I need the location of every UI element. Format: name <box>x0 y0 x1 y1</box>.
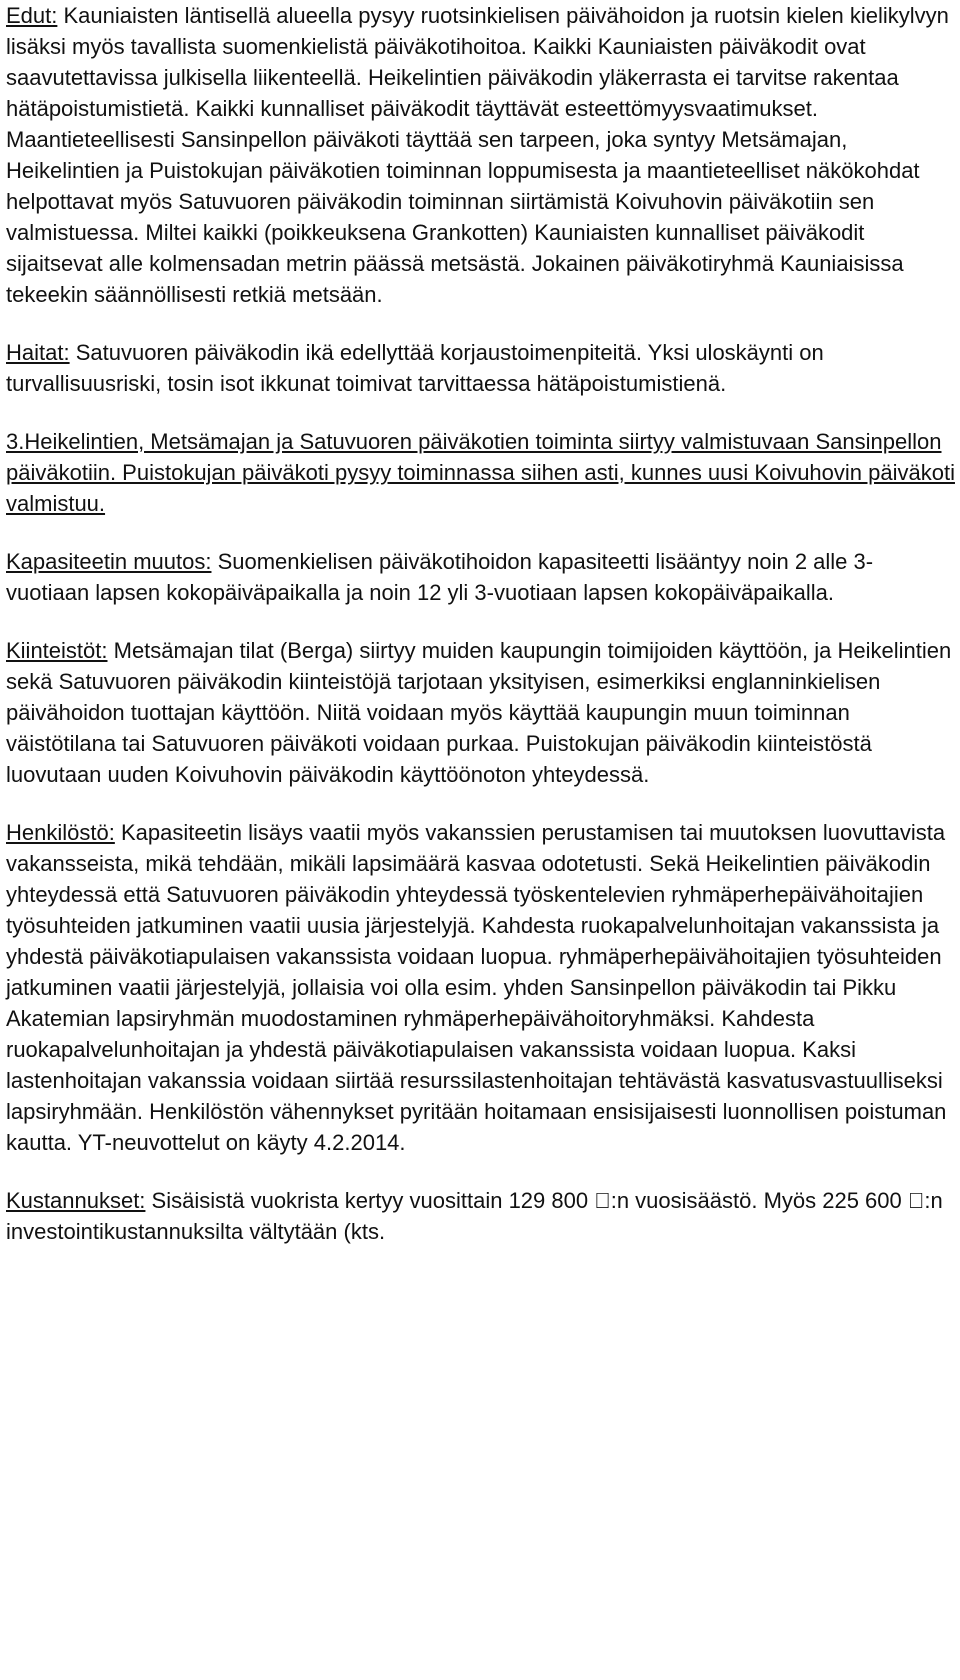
heading-haitat: Haitat: <box>6 340 70 365</box>
text-option-3: 3.Heikelintien, Metsämajan ja Satuvuoren päiväkotien toiminta siirtyy valmistuvaan Sansinpellon päiväkotiin. Puistokujan päiväkoti pysyy toiminnassa siihen asti, kunnes uusi Koivuhovin päiväkoti valmistuu. <box>6 429 955 516</box>
paragraph-gap <box>6 519 956 546</box>
text-edut: Kauniaisten läntisellä alueella pysyy ruotsinkielisen päivähoidon ja ruotsin kielen kielikylvyn lisäksi myös tavallista suomenkielistä päiväkotihoitoa. Kaikki Kauniaisten päiväkodit ovat saavutettavissa julkisella liikenteellä. Heikelintien päiväkodin yläkerrasta ei tarvitse rakentaa hätäpoistumistietä. Kaikki kunnalliset päiväkodit täyttävät esteettömyysvaatimukset. Maantieteellisesti Sansinpellon päiväkoti täyttää sen tarpeen, joka syntyy Metsämajan, Heikelintien ja Puistokujan päiväkotien toiminnan loppumisesta ja maantieteelliset näkökohdat helpottavat myös Satuvuoren päiväkodin toiminnan siirtämistä Koivuhovin päiväkotiin sen valmistuessa. Miltei kaikki (poikkeuksena Grankotten) Kauniaisten kunnalliset päiväkodit sijaitsevat alle kolmensadan metrin päässä metsästä. Jokainen päiväkotiryhmä Kauniaisissa tekeekin säännöllisesti retkiä metsään. <box>6 3 949 307</box>
heading-kiinteistot: Kiinteistöt: <box>6 638 108 663</box>
paragraph-gap <box>6 399 956 426</box>
paragraph-gap <box>6 790 956 817</box>
paragraph-kapasiteetti <box>6 546 956 608</box>
text-haitat: Satuvuoren päiväkodin ikä edellyttää korjaustoimenpiteitä. Yksi uloskäynti on turvallisuusriski, tosin isot ikkunat toimivat tarvittaessa hätäpoistumistienä. <box>6 340 824 396</box>
heading-henkilosto: Henkilöstö: <box>6 820 115 845</box>
paragraph-kiinteistot <box>6 635 956 790</box>
text-kapasiteetti: Suomenkielisen päiväkotihoidon kapasiteetti lisääntyy noin 2 alle 3-vuotiaan lapsen kokopäiväpaikalla ja noin 12 yli 3-vuotiaan lapsen kokopäiväpaikalla. <box>6 549 874 605</box>
paragraph-henkilosto <box>6 817 956 1158</box>
paragraph-kustannukset <box>6 1185 956 1247</box>
paragraph-gap <box>6 310 956 337</box>
heading-kustannukset: Kustannukset: <box>6 1188 146 1213</box>
paragraph-gap <box>6 1158 956 1185</box>
document-page <box>6 0 956 1247</box>
paragraph-edut <box>6 0 956 310</box>
paragraph-haitat <box>6 337 956 399</box>
heading-kapasiteetti: Kapasiteetin muutos: <box>6 549 212 574</box>
heading-edut: Edut: <box>6 3 58 28</box>
text-kiinteistot: Metsämajan tilat (Berga) siirtyy muiden kaupungin toimijoiden käyttöön, ja Heikelintien sekä Satuvuoren päiväkodin kiinteistöjä tarjotaan yksityisen, esimerkiksi englanninkielisen päivähoidon tuottajan käyttöön. Niitä voidaan myös käyttää kaupungin muun toiminnan väistötilana tai Satuvuoren päiväkoti voidaan purkaa. Puistokujan päiväkodin kiinteistöstä luovutaan uuden Koivuhovin päiväkodin käyttöönoton yhteydessä. <box>6 638 952 787</box>
text-henkilosto: Kapasiteetin lisäys vaatii myös vakanssien perustamisen tai muutoksen luovuttavista vakansseista, mikä tehdään, mikäli lapsimäärä kasvaa odotetusti. Sekä Heikelintien päiväkodin yhteydessä että Satuvuoren päiväkodin yhteydessä työskentelevien ryhmäperhepäivähoitajien työsuhteiden jatkuminen vaatii uusia järjestelyjä. Kahdesta ruokapalvelunhoitajan vakanssista ja yhdestä päiväkotiapulaisen vakanssista voidaan luopua. ryhmäperhepäivähoitajien työsuhteiden jatkuminen vaatii järjestelyjä, jollaisia voi olla esim. yhden Sansinpellon päiväkodin tai Pikku Akatemian lapsiryhmän muodostaminen ryhmäperhepäivähoitoryhmäksi. Kahdesta ruokapalvelunhoitajan ja yhdestä päiväkotiapulaisen vakanssista voidaan luopua. Kaksi lastenhoitajan vakanssia voidaan siirtää resurssilastenhoitajan tehtävästä kasvatusvastuulliseksi lapsiryhmään. Henkilöstön vähennykset pyritään hoitamaan ensisijaisesti luonnollisen poistuman kautta. YT-neuvottelut on käyty 4.2.2014. <box>6 820 947 1155</box>
paragraph-option-3 <box>6 426 956 519</box>
paragraph-gap <box>6 608 956 635</box>
text-kustannukset: Sisäisistä vuokrista kertyy vuosittain 129 800 :n vuosisäästö. Myös 225 600 :n investointikustannuksilta vältytään (kts. <box>6 1188 910 1244</box>
